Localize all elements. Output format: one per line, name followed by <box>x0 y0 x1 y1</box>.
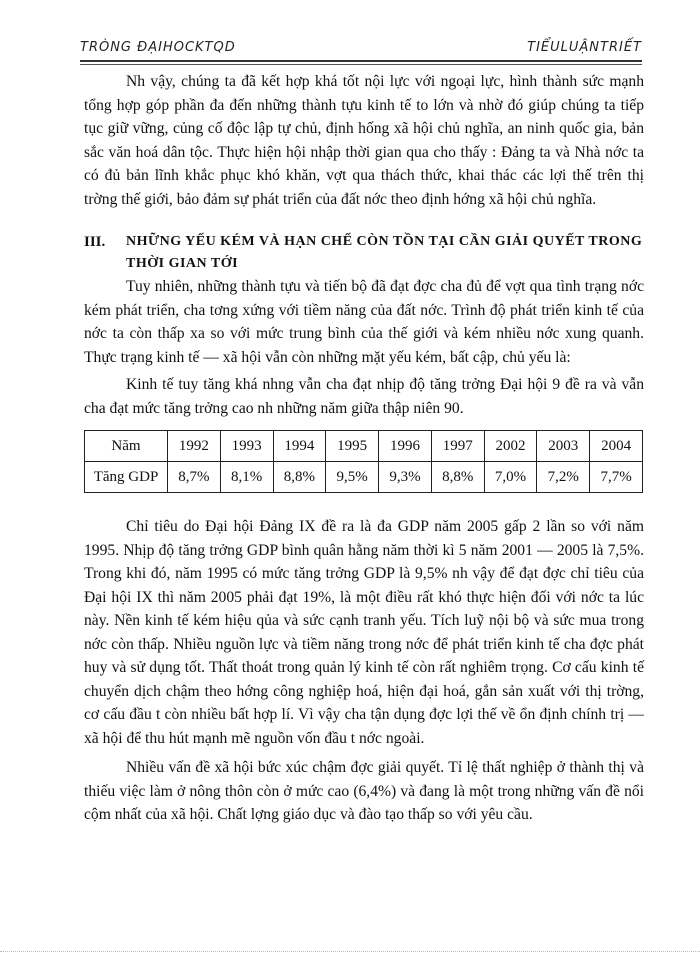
header-left-text: TRÒNG ĐẠIHOCKTQD <box>80 40 236 55</box>
table-cell-year: 1997 <box>431 431 484 462</box>
section-heading <box>84 231 644 275</box>
table-cell-year: 2004 <box>590 431 643 462</box>
table-cell-gdp: 8,7% <box>168 462 221 493</box>
table-cell-gdp: 8,8% <box>431 462 484 493</box>
section-title: NHỮNG YẾU KÉM VÀ HẠN CHẾ CÒN TỒN TẠI CẦN GIẢI QUYẾT TRONG THỜI GIAN TỚI <box>126 234 643 271</box>
document-body <box>84 68 644 827</box>
paragraph-5: Nhiều vấn đề xã hội bức xúc chậm đợc giải quyết. Tỉ lệ thất nghiệp ở thành thị và thiếu việc làm ở nông thôn còn ở mức cao (6,4%) và đang là một trong những vấn đề nổi cộm nhất của xã hội. Chất lợng giáo dục và đào tạo thấp so với yêu cầu. <box>84 759 644 823</box>
table-header-gdp: Tăng GDP <box>85 462 168 493</box>
gdp-growth-table <box>84 430 643 493</box>
section-number: III. <box>84 234 106 250</box>
table-cell-gdp: 7,2% <box>537 462 590 493</box>
table-row-gdp <box>85 462 643 493</box>
table-cell-year: 1993 <box>220 431 273 462</box>
table-cell-year: 1996 <box>379 431 432 462</box>
table-cell-year: 1994 <box>273 431 326 462</box>
table-row-years <box>85 431 643 462</box>
paragraph-2: Tuy nhiên, những thành tựu và tiến bộ đã đạt đợc cha đủ để vợt qua tình trạng nớc kém phát triển, cha tơng xứng với tiềm năng của đất nớc. Trình độ phát triển kinh tế của nớc ta còn thấp xa so với mức trung bình của thế giới và kém nhiều nớc xung quanh. Thực trạng kinh tế — xã hội vẫn còn những mặt yếu kém, bất cập, chủ yếu là: <box>84 278 644 366</box>
table-cell-gdp: 9,5% <box>326 462 379 493</box>
table-cell-gdp: 8,1% <box>220 462 273 493</box>
table-header-year: Năm <box>85 431 168 462</box>
table-cell-gdp: 9,3% <box>379 462 432 493</box>
header-rule-thin <box>80 64 642 65</box>
table-cell-gdp: 7,7% <box>590 462 643 493</box>
table-cell-year: 2002 <box>484 431 537 462</box>
header-rule <box>80 60 642 62</box>
paragraph-3: Kinh tế tuy tăng khá nhng vẫn cha đạt nhịp độ tăng trởng Đại hội 9 đề ra và vẫn cha đạt mức tăng trởng cao nh những năm giữa thập niên 90. <box>84 376 644 417</box>
table-cell-year: 1995 <box>326 431 379 462</box>
table-cell-year: 2003 <box>537 431 590 462</box>
table-cell-year: 1992 <box>168 431 221 462</box>
paragraph-1: Nh vậy, chúng ta đã kết hợp khá tốt nội lực với ngoại lực, hình thành sức mạnh tổng hợp góp phần đa đến những thành tựu kinh tế to lớn và nhờ đó giúp chúng ta tiếp tục giữ vững, củng cố độc lập tự chủ, định hống xã hội chủ nghĩa, an ninh quốc gia, bản sắc văn hoá dân tộc. Thực hiện hội nhập thời gian qua cho thấy : Đảng ta và Nhà nớc ta có đủ bản lĩnh khắc phục khó khăn, vợt qua thách thức, khai thác các lợi thế trên thị trờng thế giới, bảo đảm sự phát triển của đất nớc theo định hớng xã hội chủ nghĩa. <box>84 73 644 208</box>
footer-dotted-rule <box>0 951 700 954</box>
paragraph-4: Chỉ tiêu do Đại hội Đảng IX đề ra là đa GDP năm 2005 gấp 2 lần so với năm 1995. Nhịp độ tăng trởng GDP bình quân hằng năm thời kì 5 năm 2001 — 2005 là 7,5%. Trong khi đó, năm 1995 có mức tăng trởng GDP là 9,5% nh vậy để đạt đợc chỉ tiêu của Đại hội IX thì năm 2005 phải đạt 19%, là một điều rất khó thực hiện đối với nớc ta lúc này. Nền kinh tế kém hiệu qủa và sức cạnh tranh yếu. Tích luỹ nội bộ và sức mua trong nớc còn thấp. Nhiều nguồn lực và tiềm năng trong nớc để phát triển kinh tế cha đợc phát huy và sử dụng tốt. Thất thoát trong quản lý kinh tế còn rất nghiêm trọng. Cơ cấu kinh tế chuyển dịch chậm theo hớng công nghiệp hoá, hiện đại hoá, gắn sản xuất với thị trờng, cơ cấu đầu t còn nhiều bất hợp lí. Vì vậy cha tận dụng đợc lợi thế về ổn định chính trị — xã hội để thu hút mạnh mẽ nguồn vốn đầu t nớc ngoài. <box>84 518 644 747</box>
table-cell-gdp: 8,8% <box>273 462 326 493</box>
header-right-text: TIỂULUẬNTRIẾT <box>527 40 642 55</box>
table-cell-gdp: 7,0% <box>484 462 537 493</box>
